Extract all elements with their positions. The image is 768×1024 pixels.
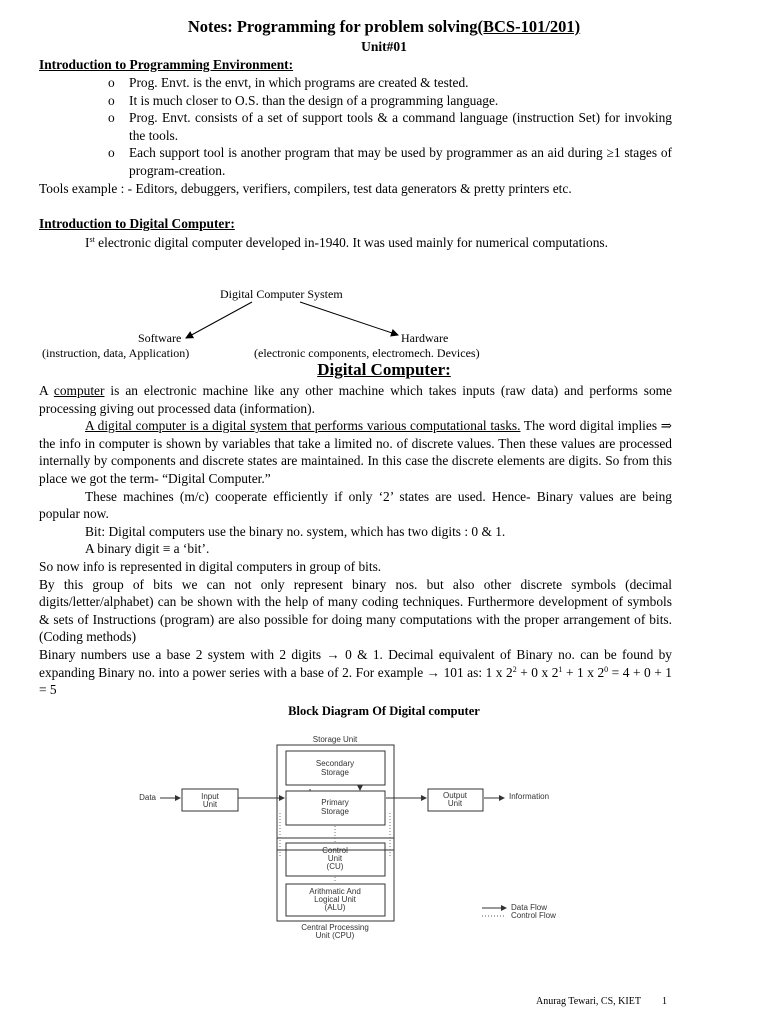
svg-text:(CU): (CU)	[326, 862, 344, 871]
svg-text:Primary: Primary	[321, 798, 349, 807]
list-item: o Each support tool is another program that may be used by programmer as an aid during ≥1 stages of program-creation.	[108, 145, 672, 178]
unit-label: Unit#01	[361, 39, 407, 54]
footer-author: Anurag Tewari, CS, KIET	[536, 996, 641, 1007]
arrow-to-hardware	[300, 302, 398, 335]
svg-text:Arithmatic And: Arithmatic And	[309, 887, 361, 896]
svg-text:(ALU): (ALU)	[324, 903, 346, 912]
data-label: Data	[139, 793, 156, 802]
digital-computer-body	[39, 382, 672, 699]
intro-paragraph: Ist electronic digital computer developed in-1940. It was used mainly for numerical computations.	[85, 235, 608, 250]
svg-text:Unit (CPU): Unit (CPU)	[315, 931, 355, 940]
block-diagram-title: Block Diagram Of Digital computer	[288, 704, 480, 718]
legend-control-flow: Control Flow	[511, 911, 556, 920]
list-item: o It is much closer to O.S. than the design of a programming language.	[108, 92, 499, 108]
hardware-label: Hardware	[401, 331, 449, 345]
arrow-icon: →	[326, 646, 340, 662]
tree-connector-arrows	[180, 300, 420, 345]
svg-text:Output: Output	[442, 791, 468, 800]
section-heading-prog-env: Introduction to Programming Environment:	[39, 57, 294, 72]
list-item: o Prog. Envt. is the envt, in which programs are created & tested.	[108, 75, 469, 90]
paragraph: Binary numbers use a base 2 system with 2 digits → 0 & 1. Decimal equivalent of Binary no. can be found by expanding Binary no. into a power series with a base of 2. For example → 101 as: 1 x $2^2 + 0$ x $2^1 + 1$ x $2^0 = 4 + 0 + 1 = 5$	[39, 646, 672, 698]
information-label: Information	[509, 792, 550, 801]
svg-text:Unit: Unit	[327, 854, 343, 863]
paragraph: Bit: Digital computers use the binary no. system, which has two digits : 0 & 1.	[85, 523, 506, 539]
software-sublabel: (instruction, data, Application)	[42, 346, 190, 360]
svg-text:Storage: Storage	[320, 768, 350, 777]
arrow-to-software	[186, 302, 252, 338]
tree-root-label: Digital Computer System	[220, 287, 343, 301]
arrow-icon: →	[426, 664, 441, 680]
svg-text:Secondary: Secondary	[315, 759, 355, 768]
document-title	[0, 18, 768, 36]
list-item: o Prog. Envt. consists of a set of support tools & a command language (instruction Set) for invoking the tools.	[108, 110, 672, 143]
software-label: Software	[138, 331, 182, 345]
paragraph: A digital computer is a digital system that performs various computational tasks. The word digital implies ⇒ the info in computer is shown by variables that take a limited no. of discrete values. Then these values are processed internally by components and discrete states are maintained. In this case the discrete elements are digits. So from this place we got the term- “Digital Computer.”	[39, 418, 672, 486]
storage-unit-label: Storage Unit	[312, 735, 358, 744]
section-heading-digital-computer-intro: Introduction to Digital Computer:	[39, 216, 235, 231]
tools-example: Tools example : - Editors, debuggers, verifiers, compilers, test data generators & pretty printers etc.	[39, 181, 572, 196]
paragraph: So now info is represented in digital computers in group of bits.	[39, 558, 382, 574]
svg-text:Input: Input	[201, 792, 219, 801]
paragraph: These machines (m/c) cooperate efficiently if only ‘2’ states are used. Hence- Binary values are being popular now.	[39, 488, 672, 522]
svg-text:Unit: Unit	[447, 799, 463, 808]
svg-text:Control: Control	[322, 846, 348, 855]
paragraph: A computer is an electronic machine like any other machine which takes inputs (raw data) and performs some processing giving out processed data (information).	[39, 383, 672, 416]
block-diagram	[120, 728, 580, 943]
paragraph: By this group of bits we can not only represent binary nos. but also other discrete symbols (decimal digits/letter/alphabet) can be shown with the help of many coding techniques. Furthermore development of symbols & sets of Instructions (program) are also possible for doing many computations with the proper arrangement of bits. (Coding methods)	[39, 576, 672, 645]
page-number: 1	[662, 996, 667, 1007]
hardware-sublabel: (electronic components, electromech. Devices)	[254, 346, 480, 360]
course-code: (BCS-101/201)	[477, 17, 581, 36]
svg-text:Logical Unit: Logical Unit	[314, 895, 356, 904]
legend-data-flow: Data Flow	[511, 903, 548, 912]
section-heading-digital-computer: Digital Computer:	[317, 360, 451, 379]
cpu-label: Central Processing	[301, 923, 369, 932]
paragraph: A binary digit ≡ a ‘bit’.	[85, 541, 210, 557]
title-prefix: Notes: Programming for problem solving	[187, 17, 478, 36]
svg-text:Unit: Unit	[202, 800, 218, 809]
svg-text:Storage: Storage	[320, 807, 350, 816]
prog-env-bullet-list	[106, 74, 672, 180]
